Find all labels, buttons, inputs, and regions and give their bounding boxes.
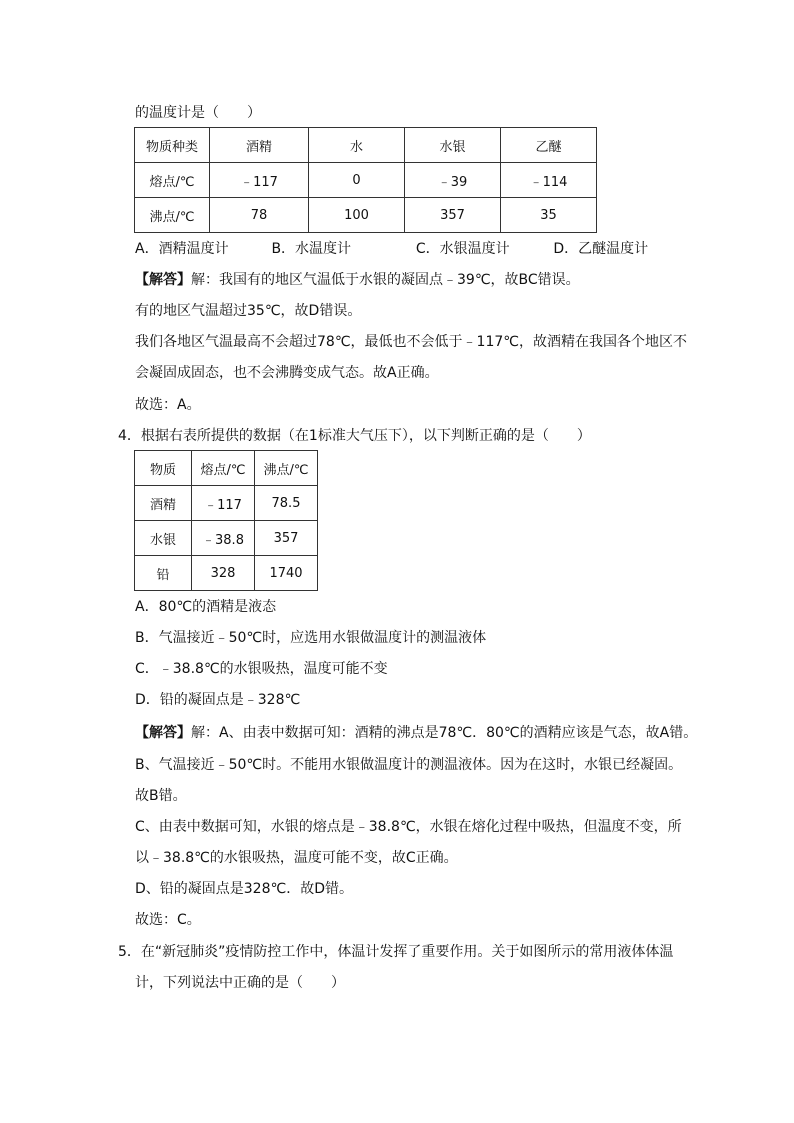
q4-answer-line: D、铅的凝固点是328℃．故D错。 (135, 881, 354, 897)
q4-data-table (134, 450, 318, 591)
table-cell: 乙醚 (501, 128, 597, 163)
q3-answer-line: 有的地区气温超过35℃，故D错误。 (135, 303, 362, 319)
q3-data-table (134, 127, 597, 233)
q3-answer-line: 我们各地区气温最高不会超过78℃，最低也不会低于﹣117℃，故酒精在我国各个地区不 (135, 334, 687, 350)
option-d: D．乙醚温度计 (553, 241, 649, 257)
q4-answer-line: B、气温接近﹣50℃时。不能用水银做温度计的测温液体。因为在这时，水银已经凝固。 (135, 757, 683, 773)
table-cell: 78.5 (255, 486, 318, 521)
table-cell: 沸点/℃ (255, 451, 318, 486)
table-row (135, 556, 318, 591)
q4-answer-line: C、由表中数据可知，水银的熔点是﹣38.8℃，水银在熔化过程中吸热，但温度不变，所 (135, 819, 682, 835)
option-a: A．80℃的酒精是液态 (135, 599, 277, 615)
table-cell: ﹣39 (405, 163, 501, 198)
table-cell: 熔点/℃ (135, 163, 210, 198)
q4-answer-line: 以﹣38.8℃的水银吸热，温度可能不变，故C正确。 (135, 850, 458, 866)
table-cell: 0 (309, 163, 405, 198)
table-cell: ﹣117 (210, 163, 309, 198)
q3-stem-tail: 的温度计是（ ） (135, 105, 261, 121)
option-b: B．水温度计 (271, 241, 352, 257)
table-cell: 78 (210, 198, 309, 233)
table-cell: 物质 (135, 451, 192, 486)
q4-stem: 4．根据右表所提供的数据（在1标准大气压下），以下判断正确的是（ ） (118, 428, 591, 444)
table-row (135, 521, 318, 556)
q3-options (135, 239, 648, 259)
option-c: C．水银温度计 (415, 241, 510, 257)
option-a: A．酒精温度计 (135, 241, 229, 257)
table-cell: 水银 (405, 128, 501, 163)
table-cell: ﹣117 (192, 486, 255, 521)
answer-tag: 【解答】 (135, 272, 191, 288)
q5-stem-line: 5．在“新冠肺炎”疫情防控工作中，体温计发挥了重要作用。关于如图所示的常用液体体温 (118, 944, 674, 960)
option-b: B．气温接近﹣50℃时，应选用水银做温度计的测温液体 (135, 630, 487, 646)
q3-answer-line (135, 270, 580, 290)
table-cell: 沸点/℃ (135, 198, 210, 233)
table-row (135, 486, 318, 521)
table-cell: ﹣114 (501, 163, 597, 198)
table-cell: 35 (501, 198, 597, 233)
table-row (135, 163, 597, 198)
table-cell: 328 (192, 556, 255, 591)
table-cell: 357 (405, 198, 501, 233)
answer-text: 解：我国有的地区气温低于水银的凝固点﹣39℃，故BC错误。 (191, 272, 580, 288)
q4-answer-line (135, 723, 697, 743)
table-cell: ﹣38.8 (192, 521, 255, 556)
q4-answer-line: 故B错。 (135, 788, 187, 804)
option-c: C．﹣38.8℃的水银吸热，温度可能不变 (135, 661, 388, 677)
table-cell: 酒精 (135, 486, 192, 521)
table-cell: 357 (255, 521, 318, 556)
answer-text: 解：A、由表中数据可知：酒精的沸点是78℃．80℃的酒精应该是气态，故A错。 (191, 725, 698, 741)
table-row (135, 198, 597, 233)
q4-answer-line: 故选：C。 (135, 912, 201, 928)
table-cell: 水 (309, 128, 405, 163)
table-cell: 1740 (255, 556, 318, 591)
q3-answer-line: 故选：A。 (135, 397, 201, 413)
table-cell: 酒精 (210, 128, 309, 163)
table-cell: 100 (309, 198, 405, 233)
option-d: D．铅的凝固点是﹣328℃ (135, 692, 301, 708)
answer-tag: 【解答】 (135, 725, 191, 741)
q5-stem-line: 计，下列说法中正确的是（ ） (135, 975, 345, 991)
table-cell: 水银 (135, 521, 192, 556)
q3-answer-line: 会凝固成固态，也不会沸腾变成气态。故A正确。 (135, 365, 439, 381)
table-cell: 铅 (135, 556, 192, 591)
table-cell: 物质种类 (135, 128, 210, 163)
table-cell: 熔点/℃ (192, 451, 255, 486)
